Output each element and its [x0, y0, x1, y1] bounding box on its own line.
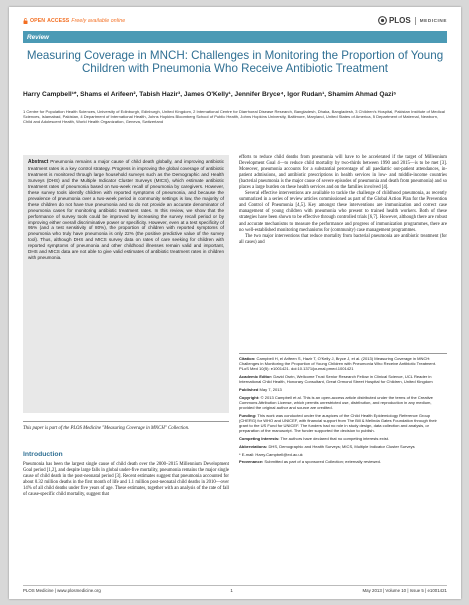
freely-available-text: Freely available online	[71, 18, 126, 24]
copyright-label: Copyright:	[239, 394, 260, 400]
introduction-heading: Introduction	[23, 451, 63, 458]
abbreviations-text: DHS, Demographic and Health Surveys; MICS, Multiple Indicator Cluster Surveys	[268, 443, 415, 449]
competing-block	[239, 436, 447, 441]
open-access-label	[23, 18, 125, 24]
published-label: Published	[239, 386, 259, 392]
provenance-text: Submitted as part of a sponsored Collection; externally reviewed.	[264, 459, 381, 465]
email-link[interactable]: * E-mail: Harry.Campbell@ed.ac.uk	[239, 451, 303, 457]
citation-block	[239, 356, 447, 371]
abbreviations-block	[239, 444, 447, 449]
editor-block	[239, 374, 447, 384]
copyright-text: © 2013 Campbell et al. This is an open-access article distributed under the terms of the Creative Commons Attribution License, which permits unrestricted use, distribution, and reproduction in any medium, provided the original author and source are credited.	[239, 394, 433, 411]
article-title: Measuring Coverage in MNCH: Challenges in Monitoring the Proportion of Young Children with Pneumonia Who Receive Antibiotic Treatment	[26, 49, 444, 76]
article-type-bar: Review	[23, 31, 447, 43]
page-number: 1	[230, 588, 233, 593]
article-metadata	[239, 356, 447, 467]
issue-info: May 2013 | Volume 10 | Issue 5 | e1001421	[362, 588, 447, 593]
provenance-label: Provenance:	[239, 459, 264, 465]
competing-label: Competing Interests:	[239, 436, 280, 441]
meta-divider	[239, 353, 447, 354]
citation-label: Citation:	[239, 356, 256, 361]
funding-text: This work was conducted under the auspices of the Child Health Epidemiology Reference Group (CHERG) for WHO and UNICEF, with financial support from The Bill & Melinda Gates Foundation through their grant to the US Fund for UNICEF. The funders had no role in study design, data collection and analysis, or preparation of the manuscript. The funder supported the decision to publish.	[239, 412, 437, 434]
editor-label: Academic Editor:	[239, 374, 273, 380]
published-block	[239, 387, 447, 392]
abbreviations-label: Abbreviations:	[239, 443, 268, 449]
journal-header	[23, 16, 447, 30]
provenance-block	[239, 459, 447, 464]
open-text: OPEN	[30, 18, 46, 24]
journal-logo[interactable]	[378, 16, 447, 25]
body-paragraph: Pneumonia has been the largest single cause of child death over the 2000–2015 Millennium Development Goal period [1,2], and despite large falls in global under-five mortality, pneumonia remains the major single cause of child death in the post-neonatal period [3]. Recent estimates suggest that pneumonia accounted for about 0.32 million deaths in the first month of life and 1.1 million post-neonatal child deaths in 2010—over 14% of all child deaths under five years of age. These estimates, together with an analysis of the rate of fall of cause-specific child mortality, suggest that	[23, 462, 229, 498]
copyright-block	[239, 395, 447, 410]
introduction-body	[23, 462, 229, 498]
funding-label: Funding:	[239, 412, 257, 418]
body-paragraph: Several effective interventions are available to tackle the challenge of childhood pneumonia, as recently summarized in a series of review articles commissioned as part of the Global Action Plan for the Prevention and Control of Pneumonia [4,5]. Key amongst these interventions are immunization and correct case management of young children with pneumonia who present to trained health workers. Both of these strategies have been shown to be effective through controlled trials [6,7]. However, although there are robust and accurate mechanisms to measure the performance and progress of immunization programmes, there are no well-established monitoring mechanisms for (community) case management programmes.	[239, 191, 447, 233]
article-page	[9, 7, 461, 599]
journal-website[interactable]: PLOS Medicine | www.plosmedicine.org	[23, 588, 101, 593]
body-paragraph: The two major interventions that reduce mortality from bacterial pneumonia are antibiotic treatment (for all cases) and	[239, 233, 447, 245]
open-lock-icon	[23, 18, 28, 24]
abstract-text: Pneumonia remains a major cause of child death globally, and improving antibiotic treatment rates is a key control strategy. Progress in improving the global coverage of antibiotic treatment is monitored through large household surveys such as the Demographic and Health Surveys (DHS) and the Multiple Indicator Cluster Surveys (MICS), which estimate antibiotic treatment rates of pneumonia based on two-week recall of pneumonia by caregivers. However, these survey tools identify children with reported symptoms of pneumonia, and because the prevalence of pneumonia over a two-week period in community settings is low, the majority of these children do not have true pneumonia and so do not provide an accurate denominator of pneumonia cases for monitoring antibiotic treatment rates. In this review, we show that the performance of survey tools could be improved by increasing the survey recall period or by improving either overall discriminative power or specificity. However, even at a test specificity of 95% (and a test sensitivity of 80%), the proportion of children with reported symptoms of pneumonia who truly have pneumonia is only 22% (the positive predictive value of the survey tool). Thus, although DHS and MICS survey data on rates of care seeking for children with reported symptoms of pneumonia and other childhood illnesses remain valid and important, DHS and MICS data are not able to give valid estimates of antibiotic treatment rates in children with pneumonia.	[28, 159, 224, 261]
access-text: ACCESS	[47, 18, 70, 24]
citation-text: Campbell H, el Arifeen S, Hazir T, O'Kelly J, Bryce J, et al. (2013) Measuring Coverage in MNCH: Challenges in Monitoring the Proportion of Young Children with Pneumonia Who Receive Antibiotic Treatment. PLoS Med 10(5): e1001421. doi:10.1371/journal.pmed.1001421	[239, 356, 437, 372]
body-paragraph: efforts to reduce child deaths from pneumonia will have to be accelerated if the target of Millennium Development Goal 4—to reduce child mortality by two-thirds between 1990 and 2015—is to be met [3]. Moreover, pneumonia accounts for a substantial percentage of all paediatric out-patient attendances, in-patient admissions, and antibiotic prescriptions in health services in low- and middle-income countries (bacterial pneumonia is the major cause of severe episodes of pneumonia and death from pneumonia) and so places a large burden on these health services and on the families involved [4].	[239, 155, 447, 191]
journal-section: MEDICINE	[419, 18, 447, 23]
logo-divider	[415, 17, 416, 25]
plos-logo-icon	[378, 16, 387, 25]
abstract-heading: Abstract	[28, 159, 49, 165]
published-date: May 7, 2013	[259, 386, 282, 392]
page-footer	[23, 585, 447, 593]
collection-note: This paper is part of the PLOS Medicine "Measuring Coverage in MNCH" Collection.	[23, 421, 229, 432]
right-column-body	[239, 155, 447, 246]
competing-text: The authors have declared that no competing interests exist.	[280, 436, 389, 441]
affiliations: 1 Centre for Population Health Sciences, University of Edinburgh, Edinburgh, United Kingdom, 2 International Centre for Diarrhoeal Disease Research, Bangladesh, Dhaka, Bangladesh, 3 Children's Hospital, Pakistan Institute of Medical Sciences, Islamabad, Pakistan, 4 Department of International Health, Johns Hopkins Bloomberg School of Public Health, Johns Hopkins University, Baltimore, Maryland, United States of America, 5 Department of Maternal, Newborn, Child and Adolescent Health, World Health Organization, Geneva, Switzerland	[23, 109, 445, 125]
abstract-box	[23, 155, 229, 413]
editor-text: David Osrin, Wellcome Trust Senior Research Fellow in Clinical Science, UCL Reader in International Child Health, Honorary Consultant, Great Ormond Street Hospital for Children, United Kingdom	[239, 374, 433, 385]
journal-brand: PLOS	[388, 16, 411, 25]
funding-block	[239, 413, 447, 434]
author-list: Harry Campbell¹*, Shams el Arifeen², Tabish Hazir³, James O'Kelly¹, Jennifer Bryce⁴, Igor Rudan¹, Shamim Ahmad Qazi⁵	[23, 91, 397, 98]
